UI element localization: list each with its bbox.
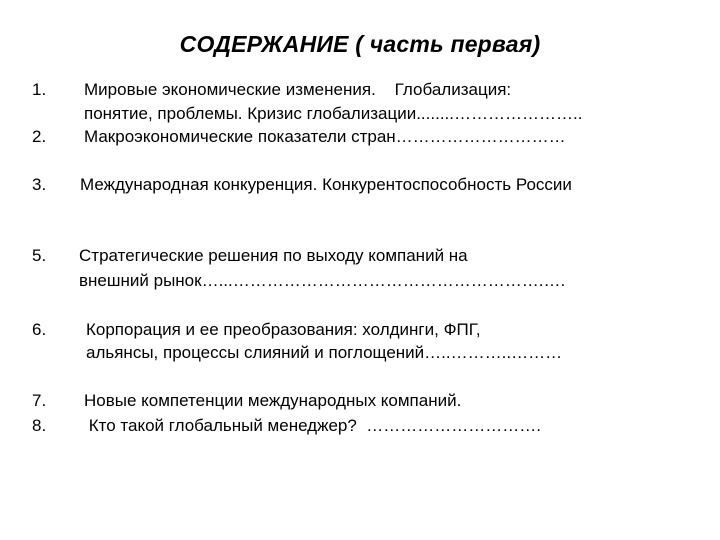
item-3-line-1: Международная конкуренция. Конкурентоспособность России (80, 175, 572, 194)
item-8-line-1: Кто такой глобальный менеджер? …………………………. (84, 416, 541, 435)
page-title: СОДЕРЖАНИЕ ( часть первая) (179, 31, 541, 57)
item-8-number: 8. (32, 416, 47, 435)
item-1-line-2: понятие, проблемы. Кризис глобализации........………………….. (84, 104, 583, 123)
item-2-line-1: Макроэкономические показатели стран………………………… (84, 127, 566, 146)
item-1-number: 1. (32, 80, 47, 99)
item-1-line-1: Мировые экономические изменения. Глобализация: (84, 80, 512, 99)
item-7-line-1: Новые компетенции международных компаний. (84, 391, 462, 410)
item-6-number: 6. (32, 320, 47, 339)
item-6-line-1: Корпорация и ее преобразования: холдинги, ФПГ, (86, 320, 481, 339)
item-6-line-2: альянсы, процессы слияний и поглощений…..………..……… (86, 343, 563, 362)
item-5-line-2: внешний рынок…...……………………………………………….…. (79, 271, 566, 290)
item-5-number: 5. (32, 246, 47, 265)
item-7-number: 7. (32, 391, 47, 410)
item-3-number: 3. (32, 175, 47, 194)
item-5-line-1: Стратегические решения по выходу компаний на (79, 246, 468, 265)
item-2-number: 2. (32, 127, 47, 146)
